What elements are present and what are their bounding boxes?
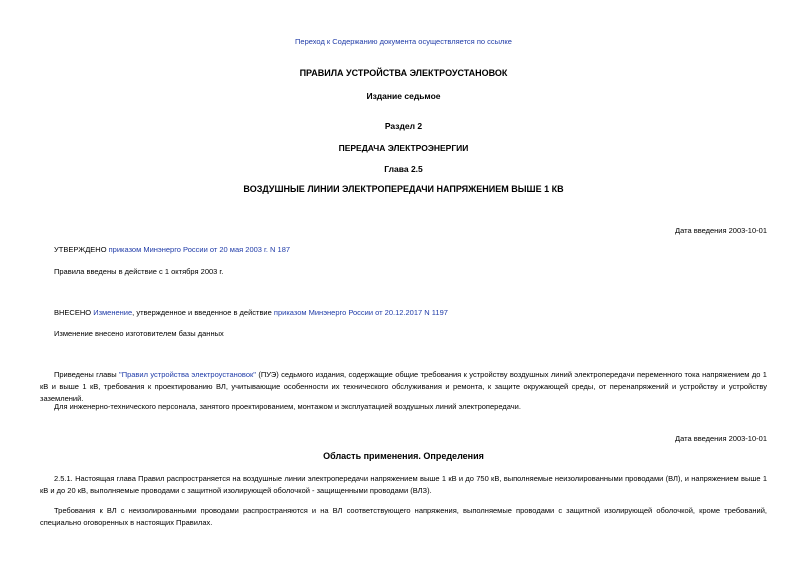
approved-order-link[interactable]: приказом Минэнерго России от 20 мая 2003 г. N 187 [108, 245, 291, 254]
document-title: ПРАВИЛА УСТРОЙСТВА ЭЛЕКТРОУСТАНОВОК [299, 68, 508, 78]
contents-link-text[interactable]: Переход к Содержанию документа осуществляется по ссылке [295, 37, 512, 46]
requirements-paragraph: Требования к ВЛ с неизолированными проводами распространяются и на ВЛ соответствующего напряжения, выполняемые проводами с защитной изолирующей оболочкой, кроме требований, специально оговоренных в настоящих Правилах. [40, 506, 767, 527]
contents-link[interactable] [0, 37, 807, 46]
preface-paragraph [40, 369, 767, 405]
amended-paragraph [40, 307, 767, 319]
audience-paragraph: Для инженерно-технического персонала, занятого проектированием, монтажом и эксплуатацией воздушных линий электропередачи. [54, 402, 521, 411]
chapter-name: ВОЗДУШНЫЕ ЛИНИИ ЭЛЕКТРОПЕРЕДАЧИ НАПРЯЖЕНИЕМ ВЫШЕ 1 КВ [243, 184, 564, 194]
effective-paragraph: Правила введены в действие с 1 октября 2003 г. [54, 267, 224, 276]
approved-prefix: УТВЕРЖДЕНО [54, 245, 109, 254]
amendment-order-link[interactable]: приказом Минэнерго России от 20.12.2017 N 1197 [273, 308, 448, 317]
preface-rest: (ПУЭ) седьмого издания, содержащие общие требования к устройству воздушных линий электропередачи переменного тока напряжением до 1 кВ и выше 1 кВ, требования к проектированию ВЛ, учитывающие особенности их технического обслуживания и ремонта, к защите окружающей среды, от перенапряжений и устройству и устройству заземлений. [40, 370, 767, 403]
paragraph-2-5-1: 2.5.1. Настоящая глава Правил распространяется на воздушные линии электропередачи напряжением выше 1 кВ и до 750 кВ, выполняемые неизолированными проводами (ВЛ), и напряжением выше 1 кВ и до 20 кВ, выполняемые проводами с защитной изолирующей оболочкой - защищенными проводами (ВЛЗ). [40, 474, 767, 495]
rules-link[interactable]: "Правил устройства электроустановок" [119, 370, 256, 379]
amended-prefix: ВНЕСЕНО [54, 308, 94, 317]
amended-middle: , утвержденное и введенное в действие [132, 308, 274, 317]
db-note: Изменение внесено изготовителем базы данных [54, 329, 224, 338]
edition-label: Издание седьмое [366, 91, 441, 101]
chapter-label: Глава 2.5 [384, 164, 423, 174]
section-date: Дата введения 2003-10-01 [675, 434, 767, 443]
scope-heading: Область применения. Определения [323, 451, 484, 461]
change-link[interactable]: Изменение [93, 308, 133, 317]
approved-paragraph [40, 244, 767, 256]
preface-prefix: Приведены главы [54, 370, 120, 379]
section-label: Раздел 2 [384, 121, 423, 131]
section-name: ПЕРЕДАЧА ЭЛЕКТРОЭНЕРГИИ [338, 143, 469, 153]
intro-date: Дата введения 2003-10-01 [675, 226, 767, 235]
